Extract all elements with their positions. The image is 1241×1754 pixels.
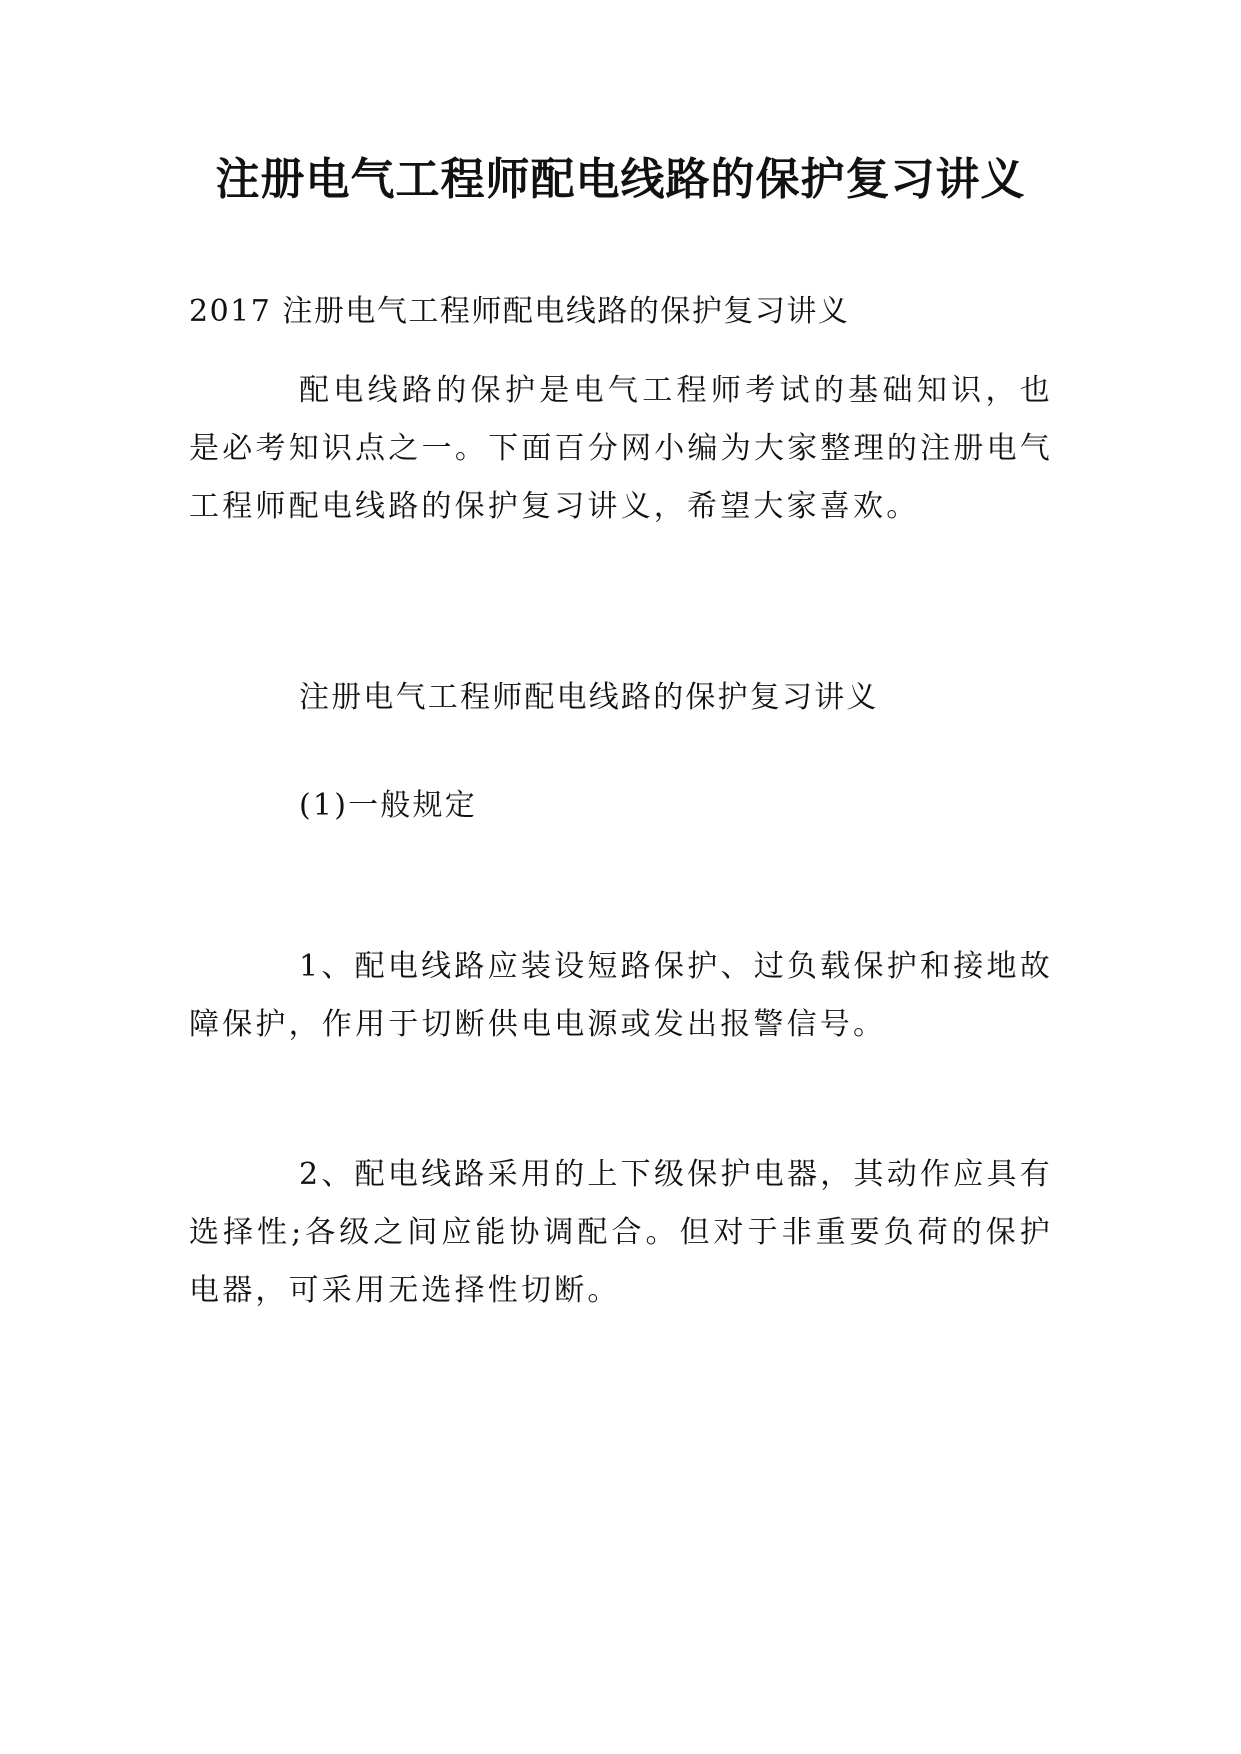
- rule-item-2: 2、配电线路采用的上下级保护电器，其动作应具有选择性;各级之间应能协调配合。但对于非重要负荷的保护电器，可采用无选择性切断。: [189, 1157, 1053, 1308]
- rule-item-1: 1、配电线路应装设短路保护、过负载保护和接地故障保护，作用于切断供电电源或发出报警信号。: [189, 949, 1053, 1042]
- section-heading: 注册电气工程师配电线路的保护复习讲义: [299, 680, 879, 715]
- intro-paragraph: 配电线路的保护是电气工程师考试的基础知识，也是必考知识点之一。下面百分网小编为大家整理的注册电气工程师配电线路的保护复习讲义，希望大家喜欢。: [189, 373, 1053, 524]
- document-subtitle: 2017 注册电气工程师配电线路的保护复习讲义: [189, 294, 850, 329]
- document-title: 注册电气工程师配电线路的保护复习讲义: [215, 154, 1026, 205]
- subsection-heading: (1)一般规定: [299, 788, 477, 823]
